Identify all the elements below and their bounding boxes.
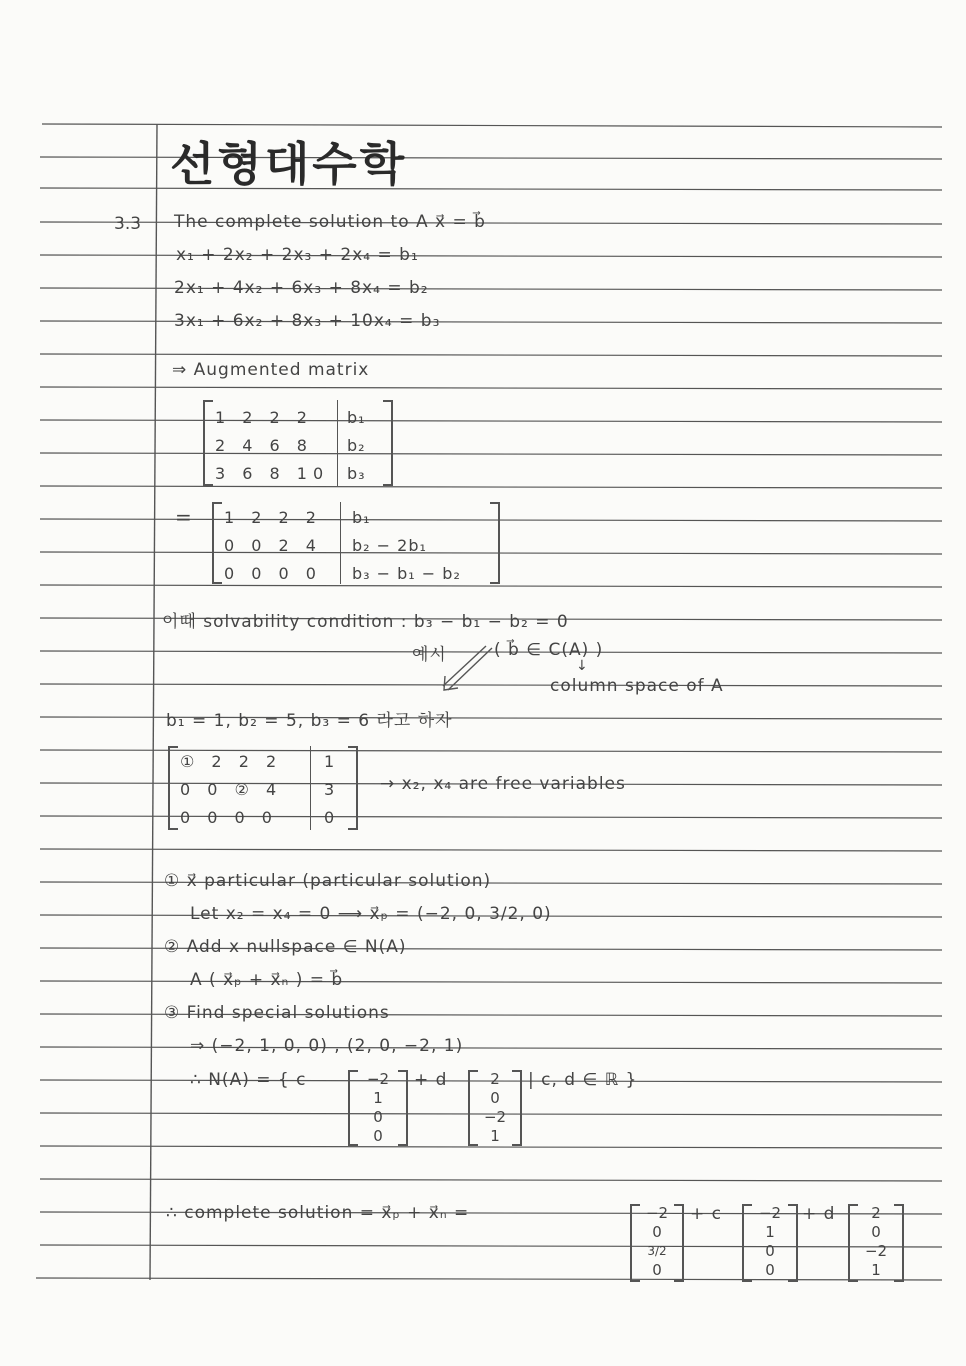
matrix-row: 0 0 2 4 [224, 536, 322, 555]
vector-entry: 1 [765, 1223, 775, 1241]
matrix-row: 1 2 2 2 [215, 408, 313, 427]
vector-entry: 0 [373, 1127, 383, 1145]
step-3: ③ Find special solutions [164, 1003, 390, 1023]
vector-entry: 0 [652, 1261, 662, 1279]
equation-1: x₁ + 2x₂ + 2x₃ + 2x₄ = b₁ [176, 245, 419, 265]
complete-solution-label: ∴ complete solution = x⃗ₚ + x⃗ₙ = [166, 1203, 470, 1223]
vector-entry: 0 [765, 1242, 775, 1260]
vector-entry: −2 [483, 1108, 507, 1126]
vector-entry: −2 [758, 1204, 782, 1222]
augmented-entry: b₃ [347, 464, 366, 483]
vector-entry: −2 [366, 1070, 390, 1088]
plus-d-label-2: + d [802, 1204, 836, 1224]
special-solution-2 [468, 1070, 522, 1146]
augmented-entry: 0 [324, 808, 336, 827]
section-number: 3.3 [114, 214, 142, 234]
special-solution-1 [348, 1070, 408, 1146]
c-vector [742, 1204, 798, 1282]
d-vector [848, 1204, 904, 1282]
solvability-line: 이때 solvability condition : b₃ − b₁ − b₂ = 0 [162, 612, 569, 632]
vector-entry: −2 [864, 1242, 888, 1260]
vector-entry: 0 [871, 1223, 881, 1241]
matrix-row: 2 4 6 8 [215, 436, 313, 455]
vector-entry: 0 [765, 1261, 775, 1279]
vector-entry: 0 [490, 1089, 500, 1107]
equation-3: 3x₁ + 6x₂ + 8x₃ + 10x₄ = b₃ [174, 311, 441, 331]
matrix-row: 0 0 0 0 [224, 564, 322, 583]
matrix-row: 0 0 ② 4 [180, 780, 283, 799]
page-title: 선형대수학 [170, 137, 408, 191]
plus-c-label: + c [690, 1204, 722, 1224]
augmented-entry: b₂ [347, 436, 366, 455]
vector-entry: 0 [652, 1223, 662, 1241]
augmented-entry: b₃ − b₁ − b₂ [352, 564, 461, 583]
nullspace-prefix: ∴ N(A) = { c [190, 1070, 307, 1090]
vector-entry: 2 [490, 1070, 500, 1088]
step-2-detail: A ( x⃗ₚ + x⃗ₙ ) = b⃗ [190, 970, 344, 990]
augmented-entry: b₁ [347, 408, 366, 427]
down-arrow-icon: ↓ [576, 658, 589, 674]
heading-line: The complete solution to A x⃗ = b⃗ [174, 212, 486, 232]
matrix-row: ① 2 2 2 [180, 752, 283, 771]
vector-entry: 1 [373, 1089, 383, 1107]
matrix-row: 3 6 8 10 [215, 464, 330, 483]
step-1-detail: Let x₂ = x₄ = 0 ⟶ x⃗ₚ = (−2, 0, 3/2, 0) [190, 904, 552, 924]
vector-entry: 2 [871, 1204, 881, 1222]
column-space-label: column space of A [550, 676, 724, 696]
b-in-column-space: ( b⃗ ∈ C(A) ) [494, 640, 604, 660]
step-1: ① x⃗ particular (particular solution) [164, 871, 492, 891]
free-variables-note: → x₂, x₄ are free variables [380, 774, 626, 794]
augmented-entry: 3 [324, 780, 336, 799]
equation-2: 2x₁ + 4x₂ + 6x₃ + 8x₄ = b₂ [174, 278, 429, 298]
example-label: 예시 [412, 645, 447, 665]
matrix-row: 0 0 0 0 [180, 808, 278, 827]
vector-entry: −2 [645, 1204, 669, 1222]
assume-line: b₁ = 1, b₂ = 5, b₃ = 6 라고 하자 [166, 711, 453, 731]
augmented-entry: b₂ − 2b₁ [352, 536, 427, 555]
step-3-detail: ⇒ (−2, 1, 0, 0) , (2, 0, −2, 1) [190, 1036, 464, 1056]
nullspace-suffix: | c, d ∈ ℝ } [528, 1070, 638, 1090]
augmented-matrix-2 [212, 502, 500, 584]
equals-sign: = [175, 505, 193, 529]
vector-entry: 1 [490, 1127, 500, 1145]
augmented-label: ⇒ Augmented matrix [172, 360, 370, 380]
augmented-matrix-1 [203, 400, 393, 486]
augmented-entry: 1 [324, 752, 336, 771]
vector-entry: 0 [373, 1108, 383, 1126]
plus-d-label: + d [414, 1070, 448, 1090]
augmented-entry: b₁ [352, 508, 371, 527]
vector-entry: 1 [871, 1261, 881, 1279]
augmented-matrix-3 [168, 746, 358, 830]
vector-entry: 3/2 [647, 1244, 667, 1258]
particular-solution-vector [630, 1204, 684, 1282]
matrix-row: 1 2 2 2 [224, 508, 322, 527]
step-2: ② Add x nullspace ∈ N(A) [164, 937, 407, 957]
